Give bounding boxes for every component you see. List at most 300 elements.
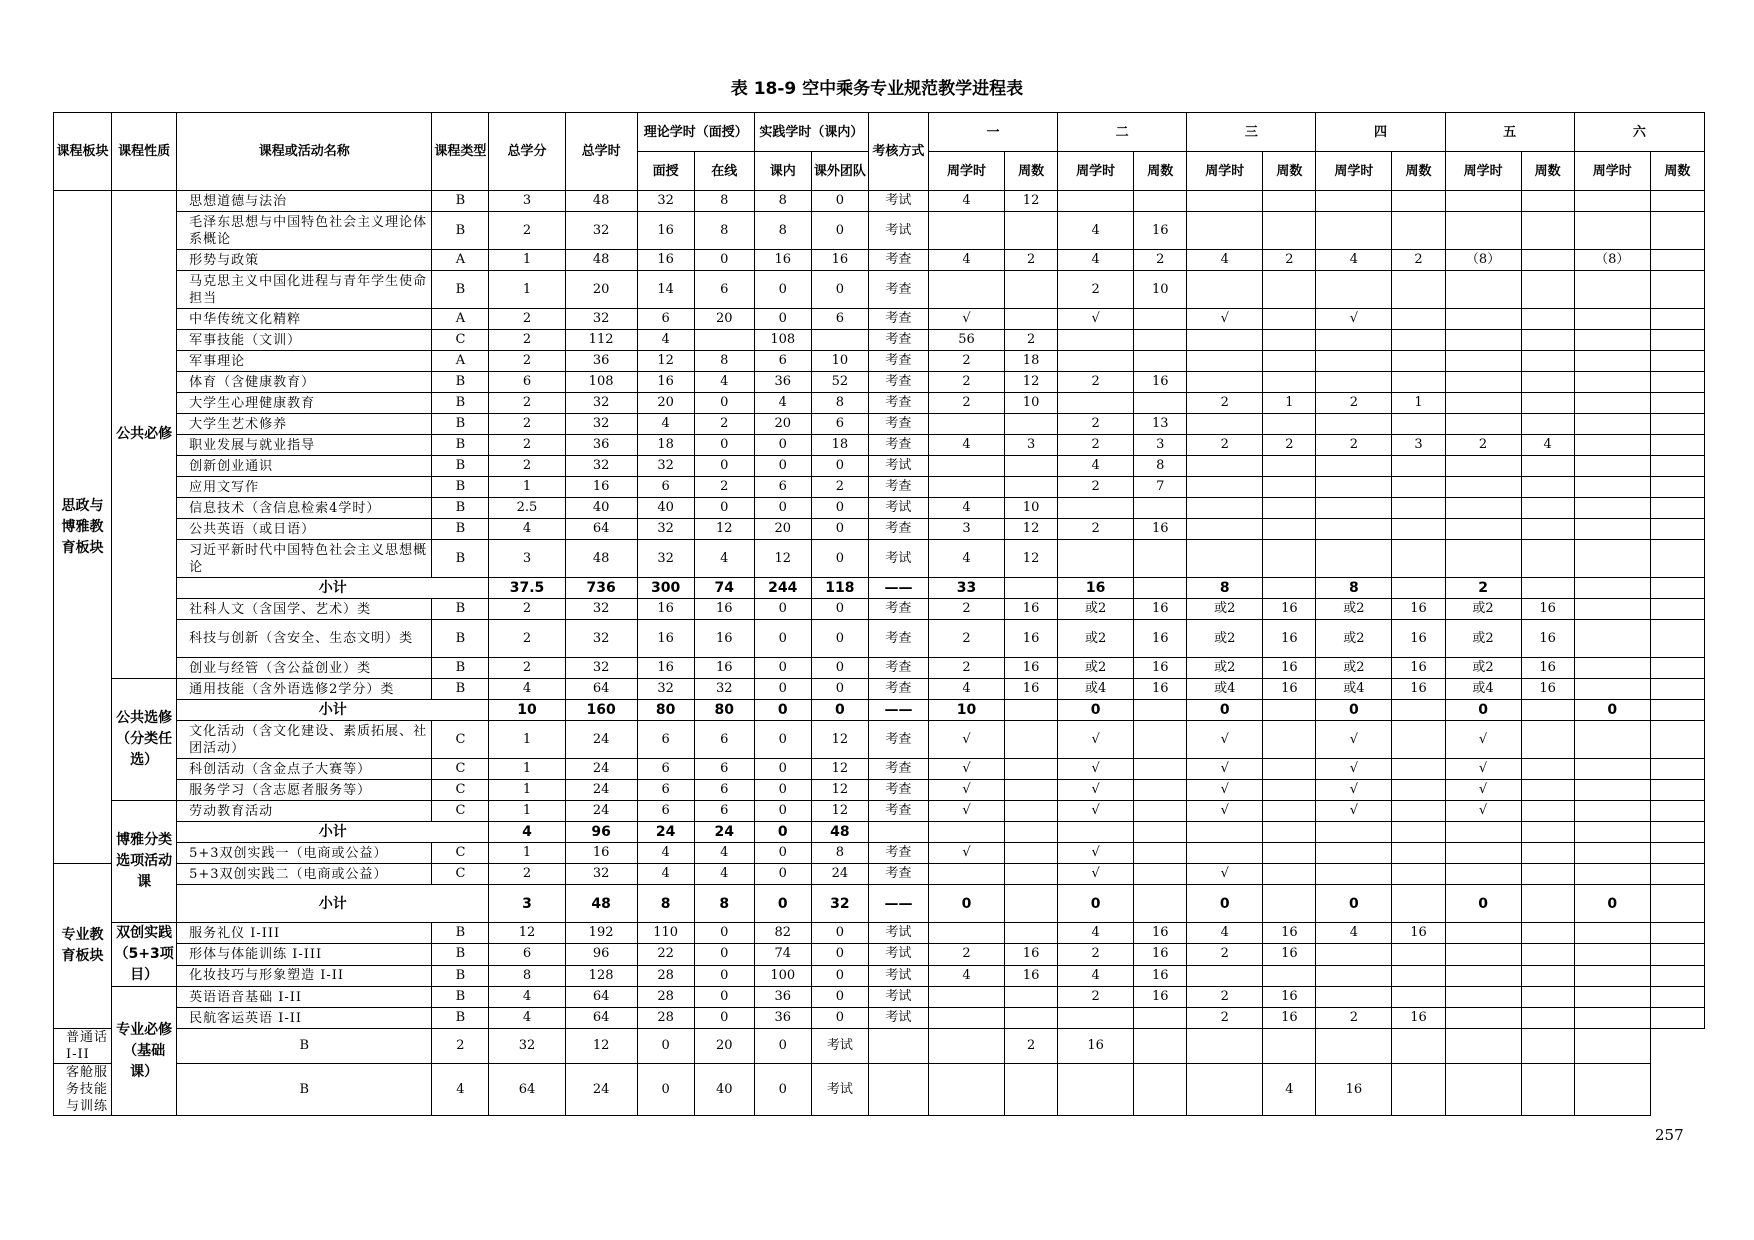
table-cell: 0 [754, 1064, 811, 1116]
table-cell [1574, 1008, 1650, 1029]
course-name: 科技与创新（含安全、生态文明）类 [177, 620, 432, 658]
table-cell: 2 [1187, 1008, 1263, 1029]
table-cell [1650, 372, 1704, 393]
table-cell: 16 [811, 250, 868, 271]
table-cell: 1 [489, 250, 565, 271]
table-cell: 0 [811, 700, 868, 721]
table-cell: 2 [489, 414, 565, 435]
table-cell [1005, 885, 1058, 923]
table-cell [1134, 759, 1187, 780]
table-cell [1574, 414, 1650, 435]
table-cell: 2 [928, 620, 1004, 658]
table-cell: 0 [754, 822, 811, 843]
table-cell: 考试 [868, 456, 928, 477]
table-cell: √ [1058, 309, 1134, 330]
table-cell: √ [928, 801, 1004, 822]
table-cell: 16 [1058, 578, 1134, 599]
course-name: 服务礼仪 I-III [177, 923, 432, 944]
table-cell [1187, 271, 1263, 309]
table-cell [1263, 822, 1316, 843]
table-cell [1005, 414, 1058, 435]
table-cell: 32 [637, 519, 694, 540]
table-row [54, 679, 1705, 700]
table-row [54, 191, 1705, 212]
table-cell: 0 [694, 923, 754, 944]
table-cell [1521, 700, 1574, 721]
table-cell: 96 [565, 944, 637, 965]
table-cell: B [177, 1064, 432, 1116]
course-name: 社科人文（含国学、艺术）类 [177, 599, 432, 620]
header-weeks: 周数 [1650, 152, 1704, 191]
table-row [54, 721, 1705, 759]
table-cell: 1 [489, 721, 565, 759]
table-cell: 2 [1005, 250, 1058, 271]
table-cell [1263, 456, 1316, 477]
table-cell [1005, 477, 1058, 498]
table-cell: 32 [637, 540, 694, 578]
table-cell: 12 [811, 801, 868, 822]
table-cell: 0 [694, 965, 754, 986]
table-cell [1392, 822, 1445, 843]
table-cell [1263, 700, 1316, 721]
table-cell [1574, 578, 1650, 599]
subtotal-row [54, 578, 1705, 599]
table-cell: 16 [1134, 620, 1187, 658]
table-cell: 0 [754, 309, 811, 330]
table-cell [1392, 191, 1445, 212]
table-cell [1392, 1029, 1445, 1064]
table-cell: 0 [811, 679, 868, 700]
table-cell: 118 [811, 578, 868, 599]
table-cell: 16 [1521, 679, 1574, 700]
table-cell: 4 [928, 679, 1004, 700]
table-cell [811, 330, 868, 351]
table-cell: 110 [637, 923, 694, 944]
table-cell: B [432, 414, 489, 435]
table-cell [1521, 372, 1574, 393]
table-cell: 32 [565, 620, 637, 658]
table-cell: 考试 [868, 498, 928, 519]
table-cell: 0 [694, 1008, 754, 1029]
table-cell: 0 [637, 1064, 694, 1116]
table-cell: 10 [1005, 498, 1058, 519]
table-cell: 0 [811, 540, 868, 578]
table-cell: 2 [1187, 987, 1263, 1008]
header-block: 课程板块 [54, 113, 112, 191]
table-cell: 8 [1187, 578, 1263, 599]
table-cell: 20 [637, 393, 694, 414]
header-semester: 五 [1445, 113, 1574, 152]
table-cell: 或2 [1445, 658, 1521, 679]
table-cell: 0 [811, 191, 868, 212]
table-cell: 0 [754, 599, 811, 620]
table-cell: 12 [1005, 191, 1058, 212]
table-cell: 4 [489, 519, 565, 540]
table-row [54, 498, 1705, 519]
table-cell: 4 [1058, 456, 1134, 477]
table-cell [1058, 1008, 1134, 1029]
table-cell: 36 [754, 372, 811, 393]
table-cell: 20 [565, 271, 637, 309]
table-cell: 244 [754, 578, 811, 599]
subtotal-row [54, 700, 1705, 721]
header-semester: 六 [1574, 113, 1704, 152]
table-cell: B [432, 372, 489, 393]
table-cell: 74 [754, 944, 811, 965]
table-cell: 0 [1574, 700, 1650, 721]
table-cell [1005, 759, 1058, 780]
table-cell: 28 [637, 987, 694, 1008]
table-cell [1521, 1008, 1574, 1029]
table-cell: 32 [565, 414, 637, 435]
table-cell [1574, 1029, 1650, 1064]
table-cell [1263, 1029, 1316, 1064]
table-cell: 32 [637, 679, 694, 700]
table-cell: 0 [1574, 885, 1650, 923]
course-name: 习近平新时代中国特色社会主义思想概论 [177, 540, 432, 578]
table-row [54, 477, 1705, 498]
table-cell: 4 [694, 540, 754, 578]
header-week-hours: 周学时 [928, 152, 1004, 191]
table-cell: 2 [489, 309, 565, 330]
table-cell [1650, 435, 1704, 456]
table-cell: 考查 [868, 759, 928, 780]
table-cell [1650, 578, 1704, 599]
table-cell: 2 [489, 658, 565, 679]
table-cell: 16 [1134, 658, 1187, 679]
table-cell: √ [1187, 864, 1263, 885]
table-cell: 3 [489, 885, 565, 923]
table-cell: 108 [754, 330, 811, 351]
header-exam: 考核方式 [868, 113, 928, 191]
table-cell: 6 [637, 759, 694, 780]
table-cell: 32 [565, 599, 637, 620]
table-cell: 0 [754, 1029, 811, 1064]
table-cell: 4 [489, 679, 565, 700]
table-cell: 4 [489, 987, 565, 1008]
course-name: 职业发展与就业指导 [177, 435, 432, 456]
table-cell: 或2 [1445, 599, 1521, 620]
table-cell: √ [1058, 864, 1134, 885]
table-cell: 0 [754, 780, 811, 801]
table-cell: 2 [1445, 435, 1521, 456]
table-cell: 考查 [868, 250, 928, 271]
table-cell [1574, 843, 1650, 864]
table-cell [868, 1029, 928, 1064]
header-week-hours: 周学时 [1187, 152, 1263, 191]
table-cell [1058, 330, 1134, 351]
table-cell [1005, 801, 1058, 822]
table-cell: 0 [811, 923, 868, 944]
table-cell [694, 330, 754, 351]
table-cell [928, 822, 1004, 843]
table-cell: 2 [1005, 330, 1058, 351]
table-cell: —— [868, 578, 928, 599]
table-cell: 4 [928, 250, 1004, 271]
header-week-hours: 周学时 [1058, 152, 1134, 191]
table-row [54, 1029, 1705, 1064]
table-cell: 100 [754, 965, 811, 986]
table-cell: 32 [565, 658, 637, 679]
table-cell: 1 [489, 780, 565, 801]
table-cell [1187, 1064, 1263, 1116]
table-cell: 1 [1392, 393, 1445, 414]
table-cell [1187, 330, 1263, 351]
table-row [54, 965, 1705, 986]
table-cell: 0 [694, 498, 754, 519]
table-cell: 考查 [868, 372, 928, 393]
table-cell: 2 [1058, 414, 1134, 435]
table-cell: 80 [637, 700, 694, 721]
table-cell: 2 [1058, 435, 1134, 456]
course-name: 大学生艺术修养 [177, 414, 432, 435]
table-cell [1445, 351, 1521, 372]
table-cell [1574, 923, 1650, 944]
table-cell [1134, 864, 1187, 885]
table-cell [1521, 393, 1574, 414]
table-cell: 2 [1316, 1008, 1392, 1029]
table-cell [1445, 372, 1521, 393]
table-cell: 6 [811, 414, 868, 435]
table-cell: 2 [1187, 393, 1263, 414]
course-name: 公共英语（或日语） [177, 519, 432, 540]
table-cell [1187, 212, 1263, 250]
table-cell [1650, 599, 1704, 620]
table-cell: 2 [1187, 435, 1263, 456]
table-cell: 2 [489, 330, 565, 351]
table-cell: 6 [694, 721, 754, 759]
table-cell [1187, 498, 1263, 519]
table-cell: 64 [489, 1064, 565, 1116]
table-cell: 32 [565, 456, 637, 477]
table-cell: 16 [1521, 620, 1574, 658]
table-cell [1445, 271, 1521, 309]
table-cell: 6 [694, 801, 754, 822]
table-cell: 32 [694, 679, 754, 700]
table-cell: 2 [489, 864, 565, 885]
course-name: 中华传统文化精粹 [177, 309, 432, 330]
table-cell [1392, 519, 1445, 540]
page-number: 257 [1655, 1126, 1684, 1144]
table-cell [1134, 1008, 1187, 1029]
table-cell: 48 [565, 250, 637, 271]
table-cell: 16 [1392, 679, 1445, 700]
table-cell: 或2 [1187, 599, 1263, 620]
table-cell: B [432, 393, 489, 414]
table-cell: 或2 [1187, 658, 1263, 679]
table-cell [1392, 885, 1445, 923]
table-cell [1392, 965, 1445, 986]
table-cell: 4 [1316, 250, 1392, 271]
table-cell: 16 [1521, 599, 1574, 620]
table-cell [1005, 721, 1058, 759]
header-hours: 总学时 [565, 113, 637, 191]
table-cell: 96 [565, 822, 637, 843]
course-name: 通用技能（含外语选修2学分）类 [177, 679, 432, 700]
course-name: 形体与体能训练 I-III [177, 944, 432, 965]
table-cell: C [432, 843, 489, 864]
table-cell: √ [1445, 759, 1521, 780]
table-cell [1521, 721, 1574, 759]
table-cell: 36 [754, 1008, 811, 1029]
table-cell: 4 [754, 393, 811, 414]
table-cell [1058, 351, 1134, 372]
table-cell [1650, 540, 1704, 578]
table-cell [1445, 540, 1521, 578]
table-row [54, 1008, 1705, 1029]
table-cell: 12 [694, 519, 754, 540]
table-cell: 16 [1134, 987, 1187, 1008]
table-cell [1134, 393, 1187, 414]
header-theory-face: 面授 [637, 152, 694, 191]
table-cell [1574, 599, 1650, 620]
table-cell [1263, 578, 1316, 599]
table-cell [1392, 540, 1445, 578]
table-cell [1392, 477, 1445, 498]
table-cell [1574, 519, 1650, 540]
table-cell [1445, 864, 1521, 885]
table-cell: A [432, 309, 489, 330]
table-cell: 0 [811, 212, 868, 250]
table-cell: 16 [1521, 658, 1574, 679]
course-name: 劳动教育活动 [177, 801, 432, 822]
table-cell: 40 [694, 1064, 754, 1116]
table-cell [1650, 843, 1704, 864]
table-cell: 14 [637, 271, 694, 309]
table-cell: 2 [928, 599, 1004, 620]
table-cell: 192 [565, 923, 637, 944]
table-cell [1187, 191, 1263, 212]
table-cell: C [432, 780, 489, 801]
table-row [54, 330, 1705, 351]
table-cell: 128 [565, 965, 637, 986]
table-cell: B [432, 271, 489, 309]
table-cell: 0 [694, 250, 754, 271]
table-cell: 32 [565, 309, 637, 330]
table-cell: 24 [565, 721, 637, 759]
subtotal-row [54, 822, 1705, 843]
table-cell [1134, 330, 1187, 351]
table-cell: √ [1187, 721, 1263, 759]
table-cell [1392, 801, 1445, 822]
table-cell [928, 271, 1004, 309]
table-cell: 1 [489, 759, 565, 780]
table-cell [1521, 1029, 1574, 1064]
table-cell: 16 [1134, 519, 1187, 540]
table-cell [1263, 414, 1316, 435]
table-cell [1574, 191, 1650, 212]
table-cell: 16 [1392, 658, 1445, 679]
table-cell: 112 [565, 330, 637, 351]
table-cell: √ [928, 759, 1004, 780]
table-cell: 16 [1392, 620, 1445, 658]
table-cell: 0 [754, 864, 811, 885]
table-cell: 12 [489, 923, 565, 944]
table-cell: 3 [928, 519, 1004, 540]
table-cell [1521, 271, 1574, 309]
table-cell: 2 [1058, 477, 1134, 498]
table-cell [1574, 780, 1650, 801]
table-cell: 0 [811, 456, 868, 477]
table-cell [1005, 578, 1058, 599]
header-weeks: 周数 [1521, 152, 1574, 191]
table-cell: 52 [811, 372, 868, 393]
table-cell [1187, 414, 1263, 435]
table-cell: B [432, 498, 489, 519]
table-cell: 2 [489, 393, 565, 414]
table-cell [1445, 393, 1521, 414]
table-cell: 2 [928, 372, 1004, 393]
table-cell: 12 [1005, 372, 1058, 393]
table-cell: 4 [694, 372, 754, 393]
table-cell [1263, 801, 1316, 822]
teaching-schedule-table [53, 112, 1705, 1116]
table-cell: 0 [811, 965, 868, 986]
table-cell [1134, 1029, 1187, 1064]
table-cell: 24 [565, 801, 637, 822]
table-cell: 2 [1058, 372, 1134, 393]
subtotal-label: 小计 [177, 885, 489, 923]
table-cell: 16 [1005, 620, 1058, 658]
table-cell: 16 [1005, 944, 1058, 965]
table-cell [1521, 456, 1574, 477]
table-cell: 或2 [1058, 658, 1134, 679]
table-cell [1005, 1064, 1058, 1116]
table-cell [1187, 351, 1263, 372]
table-cell [1316, 987, 1392, 1008]
table-cell [1521, 414, 1574, 435]
table-cell: 3 [1005, 435, 1058, 456]
table-cell [1574, 658, 1650, 679]
course-name: 军事理论 [177, 351, 432, 372]
table-cell: 10 [811, 351, 868, 372]
table-cell [1445, 519, 1521, 540]
table-cell: 12 [754, 540, 811, 578]
table-cell: 8 [637, 885, 694, 923]
table-cell: 0 [754, 456, 811, 477]
table-cell [1521, 944, 1574, 965]
table-cell: 16 [694, 658, 754, 679]
table-cell: 18 [1005, 351, 1058, 372]
table-row [54, 351, 1705, 372]
table-cell [1316, 330, 1392, 351]
table-cell [1005, 923, 1058, 944]
table-cell: 22 [637, 944, 694, 965]
table-cell [1316, 191, 1392, 212]
table-cell [1058, 191, 1134, 212]
table-cell: 4 [489, 1008, 565, 1029]
table-cell: 12 [637, 351, 694, 372]
table-cell [1574, 540, 1650, 578]
table-cell: 2 [694, 414, 754, 435]
table-cell: 4 [694, 864, 754, 885]
table-cell: B [432, 987, 489, 1008]
table-cell [1574, 965, 1650, 986]
table-cell: 0 [811, 944, 868, 965]
table-cell: 4 [1058, 923, 1134, 944]
table-cell [1316, 498, 1392, 519]
table-cell: 16 [565, 477, 637, 498]
table-cell [1650, 477, 1704, 498]
table-cell: 16 [1263, 1008, 1316, 1029]
table-cell [1263, 864, 1316, 885]
table-cell [1521, 309, 1574, 330]
table-cell: 8 [811, 393, 868, 414]
table-cell: 或2 [1316, 620, 1392, 658]
table-cell: 0 [754, 801, 811, 822]
table-cell [1521, 1064, 1574, 1116]
table-cell: 8 [754, 191, 811, 212]
